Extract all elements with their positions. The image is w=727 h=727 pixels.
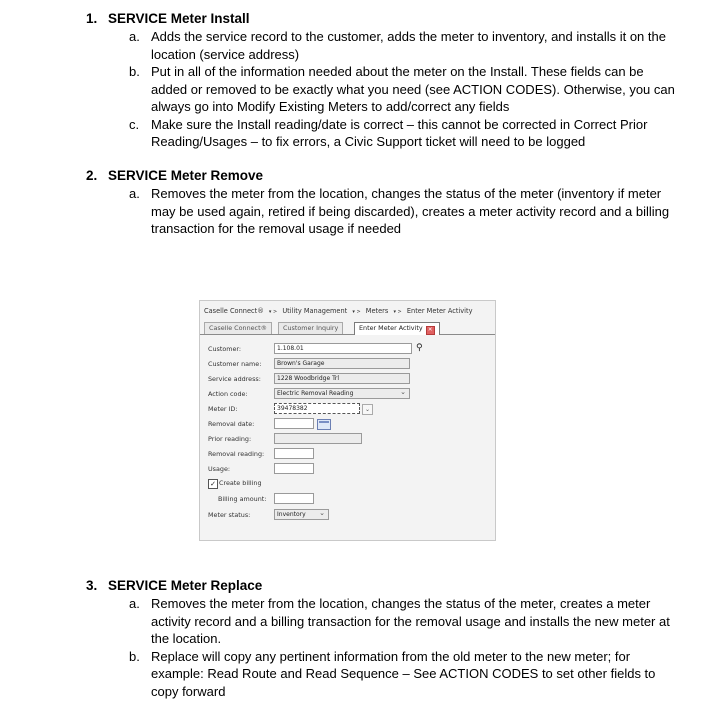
meter-id-label: Meter ID:: [208, 405, 238, 413]
prior-reading-label: Prior reading:: [208, 435, 252, 443]
breadcrumb-separator: ▾ >: [268, 309, 278, 315]
customer-name-field: Brown's Garage: [274, 358, 410, 369]
tab-bar: [200, 320, 495, 335]
item-line: Adds the service record to the customer, adds the meter to inventory, and installs it on the: [151, 29, 666, 44]
item-line: Replace will copy any pertinent information from the old meter to the new meter; for: [151, 648, 631, 664]
item-line: always go into Modify Existing Meters to add/correct any fields: [151, 99, 510, 114]
list-item: [86, 185, 706, 238]
meter-status-label: Meter status:: [208, 511, 251, 519]
item-line: location (service address): [151, 46, 300, 62]
list-item: [86, 648, 706, 701]
service-address-label: Service address:: [208, 375, 261, 383]
item-letter: b.: [129, 648, 140, 664]
breadcrumb-item[interactable]: Caselle Connect®: [204, 307, 264, 315]
meter-activity-screenshot: [199, 300, 496, 541]
list-item: [86, 63, 706, 116]
section-title: SERVICE Meter Replace: [108, 578, 263, 593]
meter-id-field[interactable]: 39478382: [274, 403, 360, 414]
item-line: Removes the meter from the location, changes the status of the meter (inventory if meter: [151, 186, 662, 201]
chevron-down-icon[interactable]: ⌄: [362, 404, 373, 415]
list-item: [86, 28, 706, 63]
section-heading: [86, 577, 706, 595]
item-line: Put in all of the information needed about the meter on the Install. These fields can be: [151, 64, 644, 79]
section-heading: [86, 10, 706, 28]
usage-label: Usage:: [208, 465, 231, 473]
prior-reading-field: [274, 433, 362, 444]
service-address-field: 1228 Woodbridge Trl: [274, 373, 410, 384]
breadcrumb-separator: ▾ >: [352, 309, 361, 315]
section-number: 1.: [86, 11, 98, 26]
breadcrumb-item[interactable]: Enter Meter Activity: [406, 307, 473, 315]
item-letter: c.: [129, 116, 140, 132]
calendar-icon[interactable]: [317, 419, 331, 430]
section-title: SERVICE Meter Remove: [108, 168, 264, 183]
tab-label: Caselle Connect®: [209, 324, 267, 332]
action-code-select[interactable]: Electric Removal Reading ⌄: [274, 388, 410, 399]
meter-status-select[interactable]: Inventory ⌄: [274, 509, 329, 520]
section-2: [86, 167, 706, 238]
removal-date-field[interactable]: [274, 418, 314, 429]
item-line: Removes the meter from the location, changes the status of the meter, creates a meter: [151, 596, 651, 611]
breadcrumb-separator: ▾ >: [393, 309, 402, 315]
removal-reading-label: Removal reading:: [208, 450, 265, 458]
item-letter: a.: [129, 29, 140, 44]
item-letter: a.: [129, 596, 140, 611]
item-line: example: Read Route and Read Sequence – See ACTION CODES to set other fields to: [151, 666, 656, 681]
item-letter: b.: [129, 64, 140, 79]
item-letter: a.: [129, 186, 140, 201]
usage-field[interactable]: [274, 463, 314, 474]
section-1: [86, 10, 706, 151]
item-line: activity record and a billing transaction for the removal usage and installs the new meter at: [151, 613, 670, 629]
section-number: 2.: [86, 168, 98, 183]
tab-label: Customer Inquiry: [283, 324, 339, 332]
removal-reading-field[interactable]: [274, 448, 314, 459]
action-code-label: Action code:: [208, 390, 248, 398]
item-line: the location.: [151, 631, 222, 646]
customer-label: Customer:: [208, 345, 242, 353]
create-billing-checkbox[interactable]: ✓: [208, 479, 218, 489]
breadcrumb-item[interactable]: Utility Management: [282, 307, 348, 315]
item-line: transaction for the removal usage if needed: [151, 221, 402, 236]
item-line: Reading/Usages – to fix errors, a Civic Support ticket will need to be logged: [151, 134, 586, 149]
item-line: Make sure the Install reading/date is correct – this cannot be corrected in Correct Prior: [151, 116, 648, 132]
tab-enter-meter-activity[interactable]: [354, 322, 440, 335]
section-heading: [86, 167, 706, 185]
item-line: added or removed to be exactly what you need (see ACTION CODES). Otherwise, you can: [151, 81, 675, 97]
section-title: SERVICE Meter Install: [108, 11, 250, 26]
section-3: [86, 577, 706, 700]
customer-field[interactable]: 1.108.01: [274, 343, 412, 354]
list-item: [86, 595, 706, 648]
close-tab-icon[interactable]: ✕: [426, 326, 435, 335]
item-line: copy forward: [151, 683, 226, 699]
section-number: 3.: [86, 578, 98, 593]
create-billing-label: Create billing: [219, 479, 262, 487]
billing-amount-label: Billing amount:: [218, 495, 267, 503]
tab-customer-inquiry[interactable]: [278, 322, 343, 334]
tab-label: Enter Meter Activity: [359, 324, 423, 332]
billing-amount-field[interactable]: [274, 493, 314, 504]
tab-caselle-connect[interactable]: [204, 322, 272, 334]
binoculars-icon[interactable]: ⚲: [416, 343, 423, 353]
customer-name-label: Customer name:: [208, 360, 262, 368]
item-line: may be used again, retired if being discarded), creates a meter activity record and a billing: [151, 203, 670, 219]
list-item: [86, 116, 706, 151]
breadcrumb-item[interactable]: Meters: [365, 307, 389, 315]
breadcrumb: [204, 307, 476, 315]
removal-date-label: Removal date:: [208, 420, 255, 428]
